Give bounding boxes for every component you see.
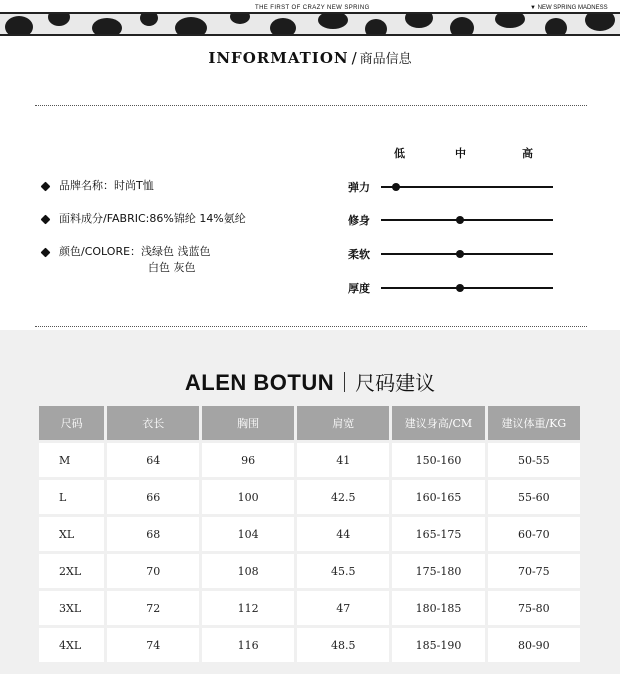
scale-marker xyxy=(456,216,464,224)
attribute-fabric-text: 面料成分/FABRIC:86%锦纶 14%氨纶 xyxy=(59,212,246,225)
title-divider xyxy=(344,372,345,392)
chest-cell: 112 xyxy=(202,591,294,625)
length-cell: 70 xyxy=(107,554,199,588)
scale-header-mid: 中 xyxy=(455,147,466,160)
info-title-en: INFORMATION xyxy=(208,49,349,67)
height-cell: 180-185 xyxy=(392,591,484,625)
shoulder-cell: 45.5 xyxy=(297,554,389,588)
scale-header-low: 低 xyxy=(394,147,405,160)
weight-cell: 80-90 xyxy=(488,628,580,662)
size-cell: XL xyxy=(39,517,104,551)
attribute-color-text: 颜色/COLORE：浅绿色 浅蓝色 xyxy=(59,245,211,258)
banner-center-text: THE FIRST OF CRAZY NEW SPRING xyxy=(255,5,370,11)
dotted-divider-top xyxy=(35,105,587,106)
scale-row-fit xyxy=(348,212,558,228)
table-row xyxy=(39,480,580,514)
shoulder-cell: 44 xyxy=(297,517,389,551)
scale-row-softness xyxy=(348,246,558,262)
scale-row-thickness xyxy=(348,280,558,296)
scale-track xyxy=(381,287,553,289)
column-header-weight: 建议体重/KG xyxy=(488,406,580,440)
length-cell: 74 xyxy=(107,628,199,662)
attribute-color xyxy=(42,244,211,276)
size-cell: M xyxy=(39,443,104,477)
top-banner xyxy=(0,0,620,40)
information-heading xyxy=(0,48,620,67)
height-cell: 175-180 xyxy=(392,554,484,588)
scale-marker xyxy=(456,250,464,258)
weight-cell: 55-60 xyxy=(488,480,580,514)
chest-cell: 100 xyxy=(202,480,294,514)
table-row xyxy=(39,591,580,625)
attribute-brand-text: 品牌名称：时尚T恤 xyxy=(59,179,154,192)
length-cell: 66 xyxy=(107,480,199,514)
info-title-separator: / xyxy=(351,49,357,67)
size-cell: L xyxy=(39,480,104,514)
chest-cell: 108 xyxy=(202,554,294,588)
scale-label: 弹力 xyxy=(348,181,370,194)
banner-right-text: ▼ NEW SPRING MADNESS xyxy=(530,5,608,11)
length-cell: 68 xyxy=(107,517,199,551)
chest-cell: 104 xyxy=(202,517,294,551)
size-table-header-row xyxy=(39,406,580,440)
size-table xyxy=(36,403,583,665)
scale-track xyxy=(381,219,553,221)
shoulder-cell: 47 xyxy=(297,591,389,625)
attribute-brand xyxy=(42,178,154,194)
column-header-height: 建议身高/CM xyxy=(392,406,484,440)
banner-pattern-strip xyxy=(0,14,620,34)
size-cell: 4XL xyxy=(39,628,104,662)
height-cell: 150-160 xyxy=(392,443,484,477)
attribute-fabric xyxy=(42,211,246,227)
size-title-cn: 尺码建议 xyxy=(355,371,436,395)
dotted-divider-bottom xyxy=(35,326,587,327)
height-cell: 185-190 xyxy=(392,628,484,662)
table-row xyxy=(39,443,580,477)
shoulder-cell: 42.5 xyxy=(297,480,389,514)
scale-label: 柔软 xyxy=(348,248,370,261)
info-title-cn: 商品信息 xyxy=(359,52,412,67)
scale-row-elasticity xyxy=(348,179,558,195)
scale-track xyxy=(381,253,553,255)
height-cell: 165-175 xyxy=(392,517,484,551)
shoulder-cell: 48.5 xyxy=(297,628,389,662)
scale-track xyxy=(381,186,553,188)
banner-bottom-line xyxy=(0,34,620,36)
table-row xyxy=(39,517,580,551)
weight-cell: 60-70 xyxy=(488,517,580,551)
column-header-length: 衣长 xyxy=(107,406,199,440)
scale-marker xyxy=(456,284,464,292)
shoulder-cell: 41 xyxy=(297,443,389,477)
weight-cell: 50-55 xyxy=(488,443,580,477)
table-row xyxy=(39,554,580,588)
column-header-size: 尺码 xyxy=(39,406,104,440)
scale-label: 修身 xyxy=(348,214,370,227)
chest-cell: 116 xyxy=(202,628,294,662)
size-cell: 3XL xyxy=(39,591,104,625)
size-chart-section xyxy=(0,330,620,674)
length-cell: 72 xyxy=(107,591,199,625)
size-cell: 2XL xyxy=(39,554,104,588)
column-header-chest: 胸围 xyxy=(202,406,294,440)
column-header-shoulder: 肩宽 xyxy=(297,406,389,440)
scale-header-high: 高 xyxy=(522,147,533,160)
scale-label: 厚度 xyxy=(348,282,370,295)
table-row xyxy=(39,628,580,662)
length-cell: 64 xyxy=(107,443,199,477)
size-chart-title xyxy=(0,367,620,396)
attribute-color-text-line2: 白色 灰色 xyxy=(148,261,196,274)
height-cell: 160-165 xyxy=(392,480,484,514)
weight-cell: 75-80 xyxy=(488,591,580,625)
weight-cell: 70-75 xyxy=(488,554,580,588)
size-title-brand: ALEN BOTUN xyxy=(184,370,335,395)
chest-cell: 96 xyxy=(202,443,294,477)
scale-marker xyxy=(392,183,400,191)
